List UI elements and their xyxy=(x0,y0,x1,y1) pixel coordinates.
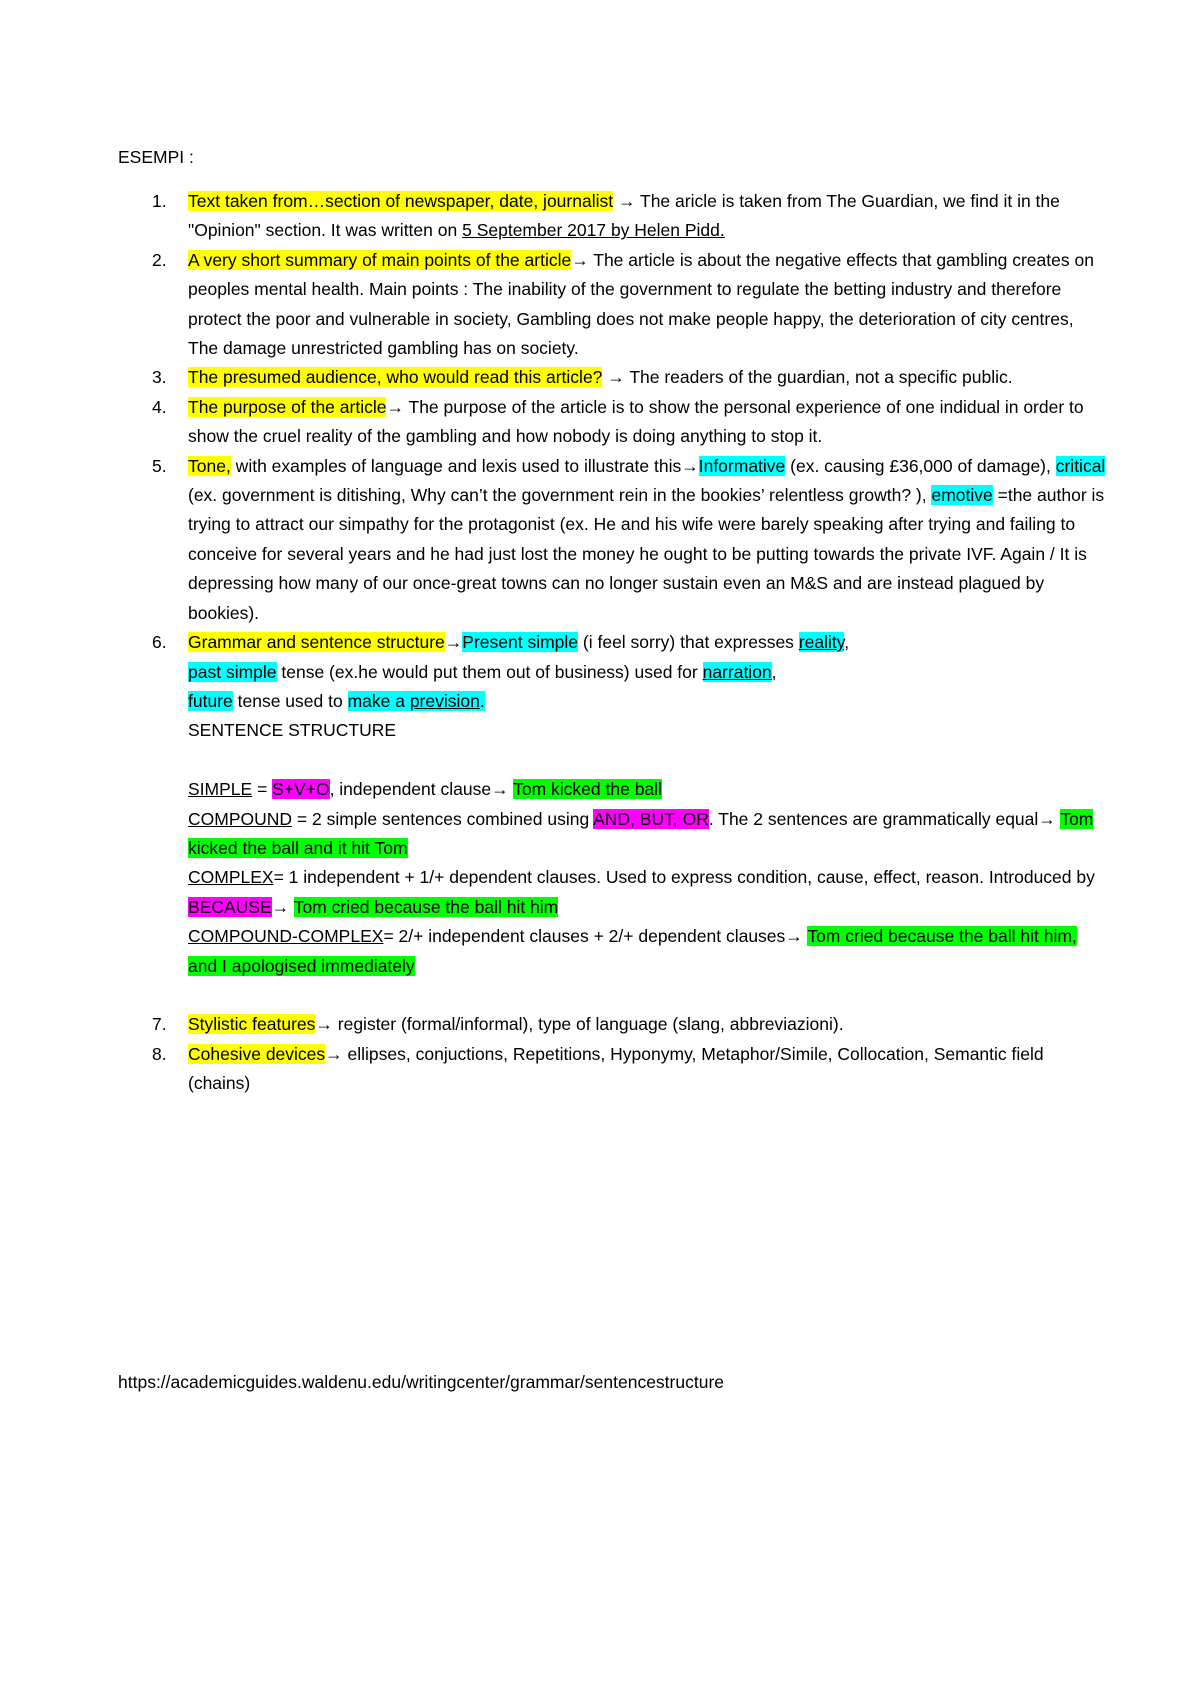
highlighted-text: Tom kicked the ball and it hit Tom xyxy=(188,808,1094,858)
text-run: =the author is trying to attract our simpathy for the protagonist (ex. He and his wife were barely speaking after trying and failing to conceive for several years and he had just lost the money he ought to be putting towards the private IVF. Again / It is depressing how many of our once-great towns can no longer sustain even an M&S and are instead plagued by bookies). xyxy=(188,485,1105,623)
highlighted-text: narration xyxy=(702,661,772,682)
highlighted-text: Tone, xyxy=(188,455,231,476)
list-item xyxy=(118,246,1108,364)
list-item-line xyxy=(188,716,1108,745)
list-item-line xyxy=(188,922,1108,981)
highlighted-text: Informative xyxy=(698,455,786,476)
text-run: = 1 independent + 1/+ dependent clauses. Used to express condition, cause, effect, reason. Introduced by xyxy=(273,867,1095,888)
list-item xyxy=(118,1010,1108,1039)
highlighted-text: Text taken from…section of newspaper, date, journalist xyxy=(188,191,614,211)
page-heading: ESEMPI : xyxy=(118,147,194,167)
text-run: , xyxy=(771,661,777,682)
text-run: → register (formal/informal), type of language (slang, abbreviazioni). xyxy=(315,1014,844,1035)
list-item-text xyxy=(188,452,1108,628)
text-run: (ex. government is ditishing, Why can’t the government rein in the bookies’ relentless growth? ), xyxy=(188,485,932,506)
list-item-number: 8. xyxy=(152,1043,167,1064)
list-item-text xyxy=(188,1010,1108,1039)
text-run: . The 2 sentences are grammatically equal→ xyxy=(708,808,1061,829)
highlighted-text: Present simple xyxy=(462,632,579,653)
text-run: → The readers of the guardian, not a specific public. xyxy=(602,367,1013,388)
highlighted-text: Tom kicked the ball xyxy=(513,779,662,800)
list-item xyxy=(118,452,1108,628)
list-item-line xyxy=(188,863,1108,922)
highlighted-text: Cohesive devices xyxy=(188,1043,326,1064)
highlighted-text: AND, BUT, OR xyxy=(593,808,709,829)
list-item-text xyxy=(188,1040,1108,1099)
list-item xyxy=(118,187,1108,246)
text-run: with examples of language and lexis used to illustrate this→ xyxy=(230,455,699,476)
highlighted-text: S+V+O xyxy=(272,779,330,800)
text-run: → The purpose of the article is to show the personal experience of one indidual in order to show the cruel reality of the gambling and how nobody is doing anything to stop it. xyxy=(188,396,1084,447)
text-run: , independent clause→ xyxy=(329,779,514,800)
text-run: = 2 simple sentences combined using xyxy=(292,808,594,829)
list-item-number: 5. xyxy=(152,455,167,476)
list-item-number: 7. xyxy=(152,1014,167,1035)
underlined-text: SIMPLE xyxy=(188,779,253,800)
highlighted-text: future xyxy=(188,690,233,711)
list-item-number: 2. xyxy=(152,249,167,270)
underlined-text: COMPOUND xyxy=(188,808,293,829)
list-item-line xyxy=(188,687,1108,716)
list-spacer xyxy=(118,981,1108,1010)
highlighted-text: past simple xyxy=(188,661,277,682)
list-item-line xyxy=(188,746,1108,775)
text-run: (ex. causing £36,000 of damage), xyxy=(785,455,1056,476)
highlighted-text: The presumed audience, who would read this article? xyxy=(188,367,603,388)
text-run: → The article is about the negative effects that gambling creates on peoples mental health. Main points : The inability of the government to regulate the betting industry and therefore protect the poor and vulnerable in society, Gambling does not make people happy, the deterioration of city centres, The damage unrestricted gambling has on society. xyxy=(188,249,1094,359)
text-run: → xyxy=(271,896,294,917)
highlighted-text: Grammar and sentence structure xyxy=(188,632,445,653)
text-run: = 2/+ independent clauses + 2/+ dependent clauses→ xyxy=(383,926,808,947)
list-item-line xyxy=(188,658,1108,687)
list-item xyxy=(118,1040,1108,1099)
highlighted-text: prevision xyxy=(409,690,480,711)
text-run: → The aricle is taken from The Guardian, we find it in the "Opinion" section. It was written on xyxy=(188,191,1060,241)
reference-link[interactable]: https://academicguides.waldenu.edu/writingcenter/grammar/sentencestructure xyxy=(118,1372,725,1392)
list-item xyxy=(118,363,1108,392)
text-run: tense used to xyxy=(232,690,348,711)
text-run: → ellipses, conjuctions, Repetitions, Hyponymy, Metaphor/Simile, Collocation, Semantic field (chains) xyxy=(188,1043,1044,1094)
highlighted-text: reality xyxy=(798,632,845,653)
highlighted-text: Tom cried because the ball hit him xyxy=(293,896,559,917)
list-item-number: 6. xyxy=(152,632,167,653)
list-item-text xyxy=(188,393,1108,452)
list-item-line xyxy=(188,775,1108,804)
list-item xyxy=(118,628,1108,981)
highlighted-text: . xyxy=(479,690,485,711)
highlighted-text: A very short summary of main points of the article xyxy=(188,249,572,270)
list-item-number: 3. xyxy=(152,367,167,388)
list-item-number: 4. xyxy=(152,396,167,417)
highlighted-text: emotive xyxy=(931,485,993,506)
text-run: = xyxy=(252,779,273,800)
list-item-text xyxy=(188,363,1108,392)
highlighted-text: Tom cried because the ball hit him, and I apologised immediately xyxy=(188,926,1077,976)
underlined-text: 5 September 2017 by Helen Pidd. xyxy=(462,220,725,241)
text-run: tense (ex.he would put them out of business) used for xyxy=(276,661,703,682)
highlighted-text: BECAUSE xyxy=(188,896,272,917)
reference-url[interactable] xyxy=(118,1368,724,1397)
numbered-list xyxy=(118,187,1108,1099)
list-item-text xyxy=(188,246,1108,364)
text-run: → xyxy=(444,632,463,653)
underlined-text: COMPLEX xyxy=(188,867,274,888)
list-item-number: 1. xyxy=(152,191,167,211)
list-item-text xyxy=(188,187,1108,246)
highlighted-text: critical xyxy=(1055,455,1106,476)
underlined-text: COMPOUND-COMPLEX xyxy=(188,926,384,947)
text-run: SENTENCE STRUCTURE xyxy=(188,720,397,741)
highlighted-text: make a xyxy=(347,690,410,711)
text-run: , xyxy=(844,632,850,653)
list-item xyxy=(118,393,1108,452)
highlighted-text: The purpose of the article xyxy=(188,396,387,417)
text-run: (i feel sorry) that expresses xyxy=(578,632,799,653)
list-item-line xyxy=(188,628,1108,657)
highlighted-text: Stylistic features xyxy=(188,1014,316,1035)
list-item-line xyxy=(188,805,1108,864)
